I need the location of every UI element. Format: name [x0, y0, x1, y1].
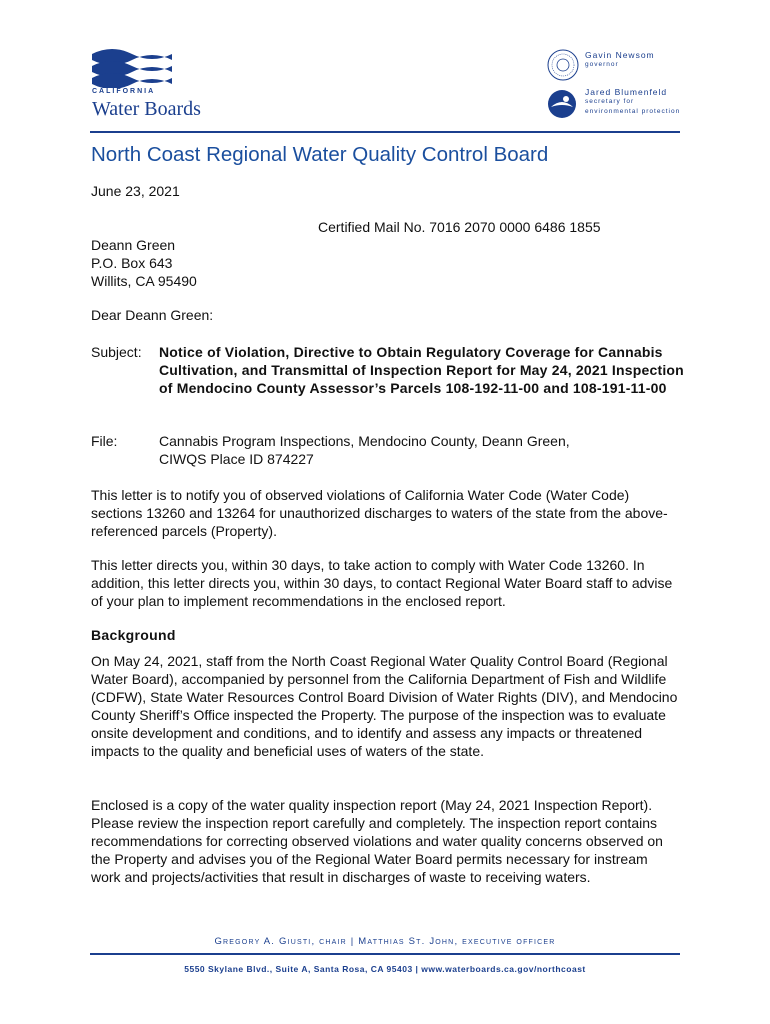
recipient-address-line-1: P.O. Box 643	[91, 255, 173, 271]
file-line-2: CIWQS Place ID 874227	[159, 451, 314, 467]
footer-address: 5550 Skylane Blvd., Suite A, Santa Rosa, CA 95403 | www.waterboards.ca.gov/northcoast	[184, 964, 586, 974]
footer-officers: Gregory A. Giusti, chair | Matthias St. John, executive officer	[214, 936, 556, 947]
header-divider	[90, 131, 680, 133]
recipient-address	[91, 236, 197, 290]
subject-text: Notice of Violation, Directive to Obtain Regulatory Coverage for Cannabis Cultivation, and Transmittal of Inspection Report for May 24, 2021 Inspection of Mendocino County Assessor’s Parcels 108-192-11-00 and 108-191-11-00	[159, 344, 684, 396]
paragraph-background: On May 24, 2021, staff from the North Coast Regional Water Quality Control Board (Regional Water Board), accompanied by personnel from the California Department of Fish and Wildlife (CDFW), State Water Resources Control Board Division of Water Rights (DIV), and Mendocino County Sheriff’s Office inspected the Property. The purpose of the inspection was to evaluate onsite development and conditions, and to identify and assess any impacts or threatened impacts to the quality and beneficial uses of waters of the state.	[91, 653, 678, 759]
recipient-address-line-2: Willits, CA 95490	[91, 273, 197, 289]
salutation: Dear Deann Green:	[91, 307, 214, 323]
background-heading: Background	[91, 627, 176, 643]
footer-divider	[90, 953, 680, 955]
water-boards-logo-icon	[92, 46, 172, 88]
secretary-title-1: secretary for	[585, 98, 635, 105]
governor-block	[585, 50, 655, 70]
secretary-name: Jared Blumenfeld	[585, 87, 668, 97]
file-line-1: Cannabis Program Inspections, Mendocino County, Deann Green,	[159, 433, 570, 449]
board-title: North Coast Regional Water Quality Control Board	[91, 143, 549, 166]
logo-name: Water Boards	[92, 98, 201, 120]
governor-name: Gavin Newsom	[585, 50, 655, 60]
state-seal-icon	[547, 49, 579, 81]
letter-date: June 23, 2021	[91, 183, 180, 199]
paragraph-violations: This letter is to notify you of observed violations of California Water Code (Water Code) sections 13260 and 13264 for unauthorized discharges to waters of the state from the above-referenced parcels (Property).	[91, 487, 668, 539]
certified-mail-number: Certified Mail No. 7016 2070 0000 6486 1855	[318, 219, 601, 235]
file-text	[159, 432, 679, 468]
recipient-name: Deann Green	[91, 237, 176, 253]
secretary-title-2: environmental protection	[585, 108, 681, 115]
paragraph-directive: This letter directs you, within 30 days, to take action to comply with Water Code 13260. In addition, this letter directs you, within 30 days, to contact Regional Water Board staff to advise of your plan to implement recommendations in the enclosed report.	[91, 557, 673, 609]
subject-label: Subject:	[91, 344, 142, 360]
secretary-block	[585, 87, 680, 117]
governor-title: governor	[585, 61, 619, 68]
logo-caption: CALIFORNIA	[92, 88, 156, 95]
calepa-logo-icon	[547, 89, 577, 119]
file-label: File:	[91, 433, 118, 449]
paragraph-enclosure: Enclosed is a copy of the water quality inspection report (May 24, 2021 Inspection Report). Please review the inspection report carefully and completely. The inspection report contains recommendations for correcting observed violations and water quality concerns observed on the Property and advises you of the Regional Water Board permits necessary for instream work and projects/activities that result in discharges of waste to receiving waters.	[91, 797, 663, 885]
